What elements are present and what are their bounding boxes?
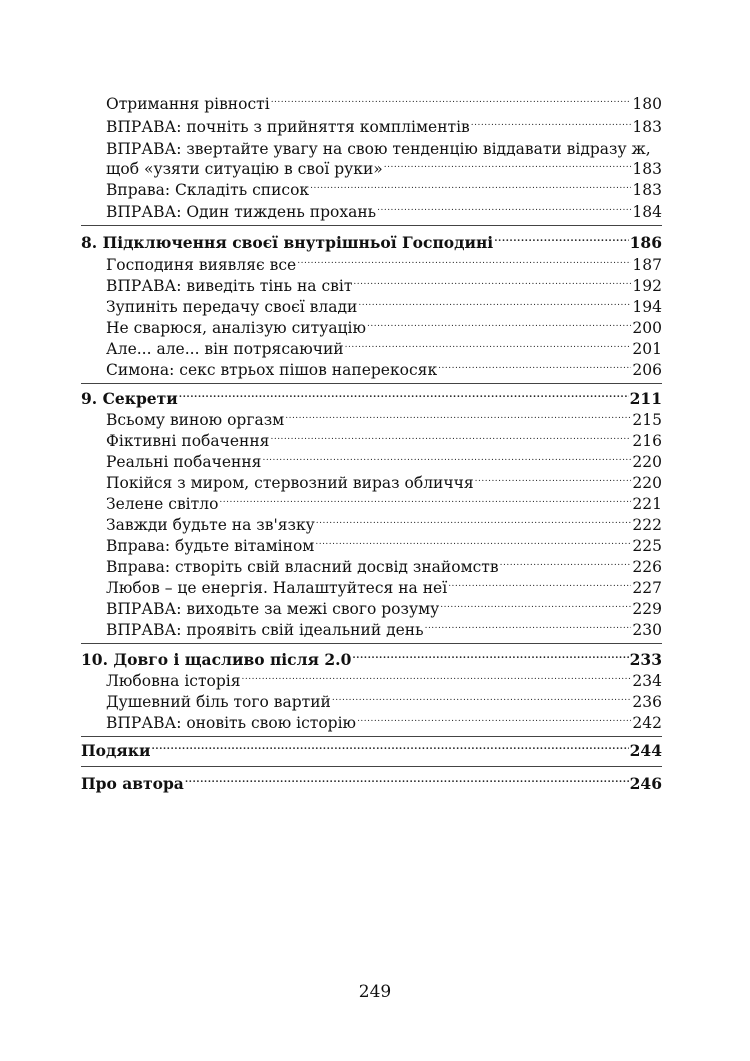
toc-entry-page: 236 xyxy=(632,693,662,711)
dot-leader xyxy=(448,574,631,594)
dot-leader xyxy=(475,469,632,489)
dot-leader xyxy=(500,553,632,573)
toc-entry-title: Господиня виявляє все xyxy=(106,256,297,274)
toc-entry-page: 194 xyxy=(632,298,662,316)
toc-entry-title: Любовна історія xyxy=(106,672,241,690)
toc-entry[interactable] xyxy=(106,202,662,222)
dot-leader xyxy=(242,667,632,687)
dot-leader xyxy=(285,406,631,426)
toc-entry-title: Зелене світло xyxy=(106,495,219,513)
toc-chapter-page: 186 xyxy=(629,233,662,252)
toc-entry-page: 220 xyxy=(632,453,662,471)
toc-entry-title: Реальні побачення xyxy=(106,453,262,471)
toc-entry[interactable] xyxy=(106,180,662,200)
toc-entry-title: Душевний біль того вартий xyxy=(106,693,331,711)
toc-chapter-title: Про автора xyxy=(81,774,184,793)
dot-leader xyxy=(297,251,631,271)
toc-entry-title: ВПРАВА: виходьте за межі свого розуму xyxy=(106,600,440,618)
toc-entry-title: Завжди будьте на зв'язку xyxy=(106,516,315,534)
toc-entry-title: Покійся з миром, стервозний вираз обличчя xyxy=(106,474,474,492)
toc-entry[interactable] xyxy=(106,94,662,114)
toc-entry-title: ВПРАВА: оновіть свою історію xyxy=(106,714,357,732)
toc-entry-title: Вправа: Складіть список xyxy=(106,181,310,199)
dot-leader xyxy=(425,616,632,636)
toc-entry-title: ВПРАВА: звертайте увагу на свою тенденцію віддавати відразу ж, xyxy=(106,140,651,158)
toc-entry-title: Вправа: створіть свій власний досвід знайомств xyxy=(106,558,499,576)
toc-entry[interactable] xyxy=(106,360,662,380)
toc-entry-title: Не сварюся, аналізую ситуацію xyxy=(106,319,366,337)
toc-chapter-title: 9. Секрети xyxy=(81,389,178,408)
toc-entry-title: Любов – це енергія. Налаштуйтеся на неї xyxy=(106,579,448,597)
dot-leader xyxy=(310,176,631,196)
toc-entry-title-continuation: щоб «узяти ситуацію в свої руки» xyxy=(106,160,383,178)
toc-entry-page: 215 xyxy=(632,411,662,429)
toc-entry-page: 184 xyxy=(632,203,662,221)
toc-chapter-title: 8. Підключення своєї внутрішньої Господині xyxy=(81,233,494,252)
toc-entry-title: Зупиніть передачу своєї влади xyxy=(106,298,358,316)
dot-leader xyxy=(377,198,631,218)
dot-leader xyxy=(494,229,628,249)
page-number: 249 xyxy=(358,982,392,1002)
toc-entry-page: 227 xyxy=(632,579,662,597)
toc-entry-page: 225 xyxy=(632,537,662,555)
toc-entry-page: 192 xyxy=(632,277,662,295)
dot-leader xyxy=(384,155,632,175)
toc-entry-title: Але... але... він потрясаючий xyxy=(106,340,344,358)
dot-leader xyxy=(345,335,632,355)
dot-leader xyxy=(179,385,629,405)
dot-leader xyxy=(185,770,629,790)
toc-entry-page: 230 xyxy=(632,621,662,639)
dot-leader xyxy=(151,737,628,757)
toc-chapter[interactable] xyxy=(81,233,662,253)
dot-leader xyxy=(471,113,632,133)
toc-entry-page: 206 xyxy=(632,361,662,379)
dot-leader xyxy=(316,511,632,531)
toc-chapter-title: 10. Довго і щасливо після 2.0 xyxy=(81,650,352,669)
toc-entry-page: 220 xyxy=(632,474,662,492)
section-divider xyxy=(81,643,662,644)
toc-chapter-title: Подяки xyxy=(81,741,151,760)
dot-leader xyxy=(440,595,631,615)
toc-entry-page: 200 xyxy=(632,319,662,337)
dot-leader xyxy=(438,356,631,376)
toc-entry-title: Вправа: будьте вітаміном xyxy=(106,537,315,555)
toc-entry-page: 201 xyxy=(632,340,662,358)
toc-chapter-page: 211 xyxy=(629,389,662,408)
dot-leader xyxy=(271,90,632,110)
dot-leader xyxy=(262,448,631,468)
section-divider xyxy=(81,766,662,767)
toc-entry-title: Всьому виною оргазм xyxy=(106,411,285,429)
toc-entry-title: ВПРАВА: Один тиждень прохань xyxy=(106,203,377,221)
toc-entry-page: 234 xyxy=(632,672,662,690)
toc-entry-page: 221 xyxy=(632,495,662,513)
toc-entry-title: ВПРАВА: проявіть свій ідеальний день xyxy=(106,621,424,639)
dot-leader xyxy=(219,490,631,510)
toc-entry-page: 229 xyxy=(632,600,662,618)
toc-entry-page: 183 xyxy=(632,118,662,136)
toc-chapter[interactable] xyxy=(81,774,662,794)
toc-entry-page: 187 xyxy=(632,256,662,274)
dot-leader xyxy=(353,272,631,292)
toc-chapter[interactable] xyxy=(81,741,662,761)
toc-entry-title: ВПРАВА: почніть з прийняття компліментів xyxy=(106,118,470,136)
toc-entry-page: 222 xyxy=(632,516,662,534)
toc-chapter-page: 246 xyxy=(629,774,662,793)
dot-leader xyxy=(367,314,631,334)
dot-leader xyxy=(270,427,631,447)
toc-chapter-page: 244 xyxy=(629,741,662,760)
toc-entry-page: 216 xyxy=(632,432,662,450)
toc-entry[interactable] xyxy=(106,620,662,640)
toc-entry-title: Фіктивні побачення xyxy=(106,432,270,450)
toc-entry-page: 183 xyxy=(632,181,662,199)
section-divider xyxy=(81,225,662,226)
toc-entry[interactable] xyxy=(106,117,662,137)
toc-entry-title: Симона: секс втрьох пішов наперекосяк xyxy=(106,361,438,379)
toc-entry-title: ВПРАВА: виведіть тінь на світ xyxy=(106,277,353,295)
toc-entry-page: 180 xyxy=(632,95,662,113)
dot-leader xyxy=(358,293,631,313)
dot-leader xyxy=(332,688,632,708)
section-divider xyxy=(81,383,662,384)
dot-leader xyxy=(357,709,631,729)
toc-entry-page: 183 xyxy=(632,160,662,178)
dot-leader xyxy=(352,646,628,666)
toc-chapter-page: 233 xyxy=(629,650,662,669)
toc-entry-page: 226 xyxy=(632,558,662,576)
toc-entry[interactable] xyxy=(106,713,662,733)
dot-leader xyxy=(315,532,631,552)
toc-entry-page: 242 xyxy=(632,714,662,732)
toc-entry-title: Отримання рівності xyxy=(106,95,270,113)
